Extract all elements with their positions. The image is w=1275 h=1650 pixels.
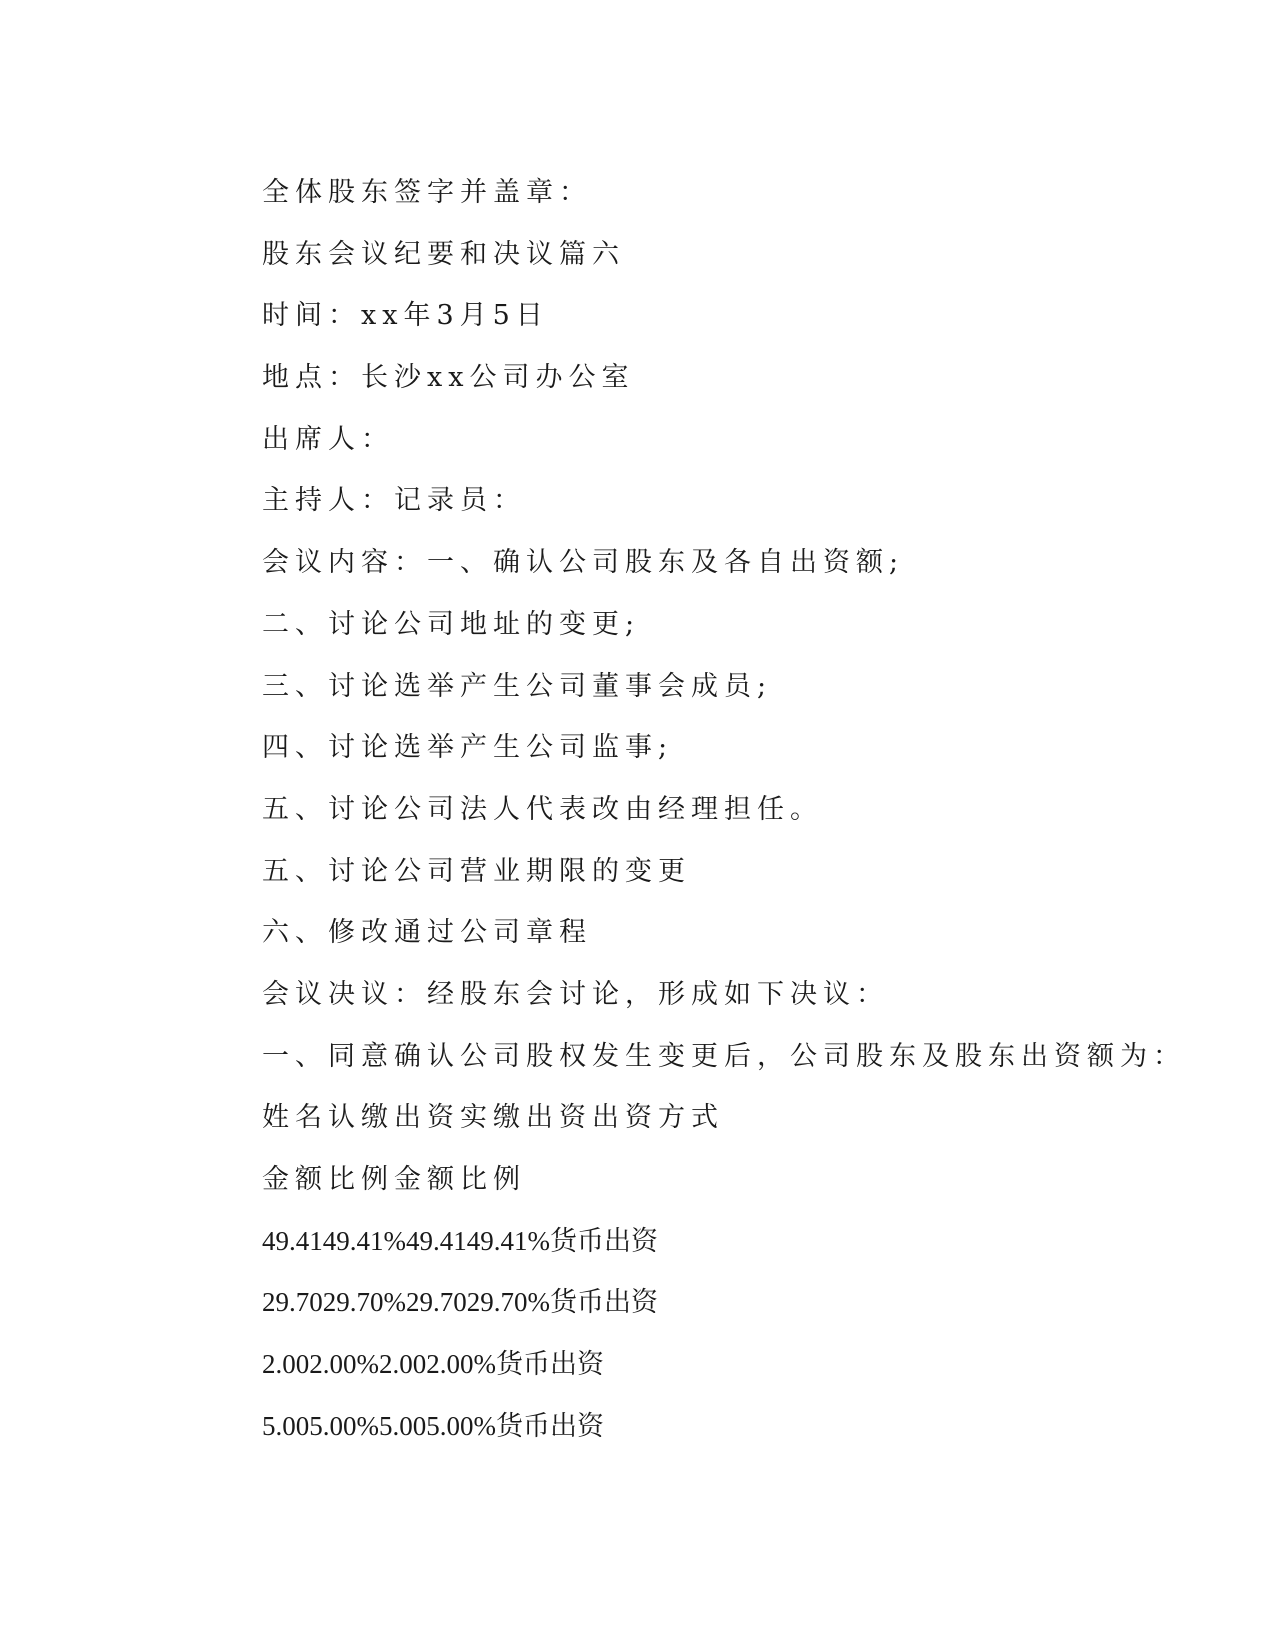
agenda-item: 五、讨论公司营业期限的变更 [262,855,691,887]
agenda-item: 六、修改通过公司章程 [262,917,592,949]
agenda-item: 三、讨论选举产生公司董事会成员; [262,670,773,702]
agenda-item: 四、讨论选举产生公司监事; [262,732,674,764]
agenda-item: 二、讨论公司地址的变更; [262,608,641,640]
meeting-location: 地点：长沙xx公司办公室 [262,362,635,394]
table-row: 29.7029.70%29.7029.70%货币出资 [262,1287,658,1318]
meeting-time: 时间：xx年3月5日 [262,300,549,332]
table-header: 姓名认缴出资实缴出资出资方式 [262,1102,724,1134]
signature-line: 全体股东签字并盖章： [262,177,592,208]
attendees: 出席人： [262,423,394,455]
resolution-intro: 会议决议：经股东会讨论，形成如下决议： [262,978,889,1010]
agenda-item: 五、讨论公司法人代表改由经理担任。 [262,793,823,825]
document-body [262,162,1186,1457]
host-recorder: 主持人：记录员： [262,485,526,517]
agenda-item: 会议内容：一、确认公司股东及各自出资额; [262,547,905,579]
table-row: 49.4149.41%49.4149.41%货币出资 [262,1225,658,1256]
resolution-item: 一、同意确认公司股权发生变更后，公司股东及股东出资额为： [262,1040,1186,1072]
table-row: 5.005.00%5.005.00%货币出资 [262,1410,604,1441]
table-subheader: 金额比例金额比例 [262,1164,526,1195]
table-row: 2.002.00%2.002.00%货币出资 [262,1349,604,1380]
section-title: 股东会议纪要和决议篇六 [262,238,625,270]
